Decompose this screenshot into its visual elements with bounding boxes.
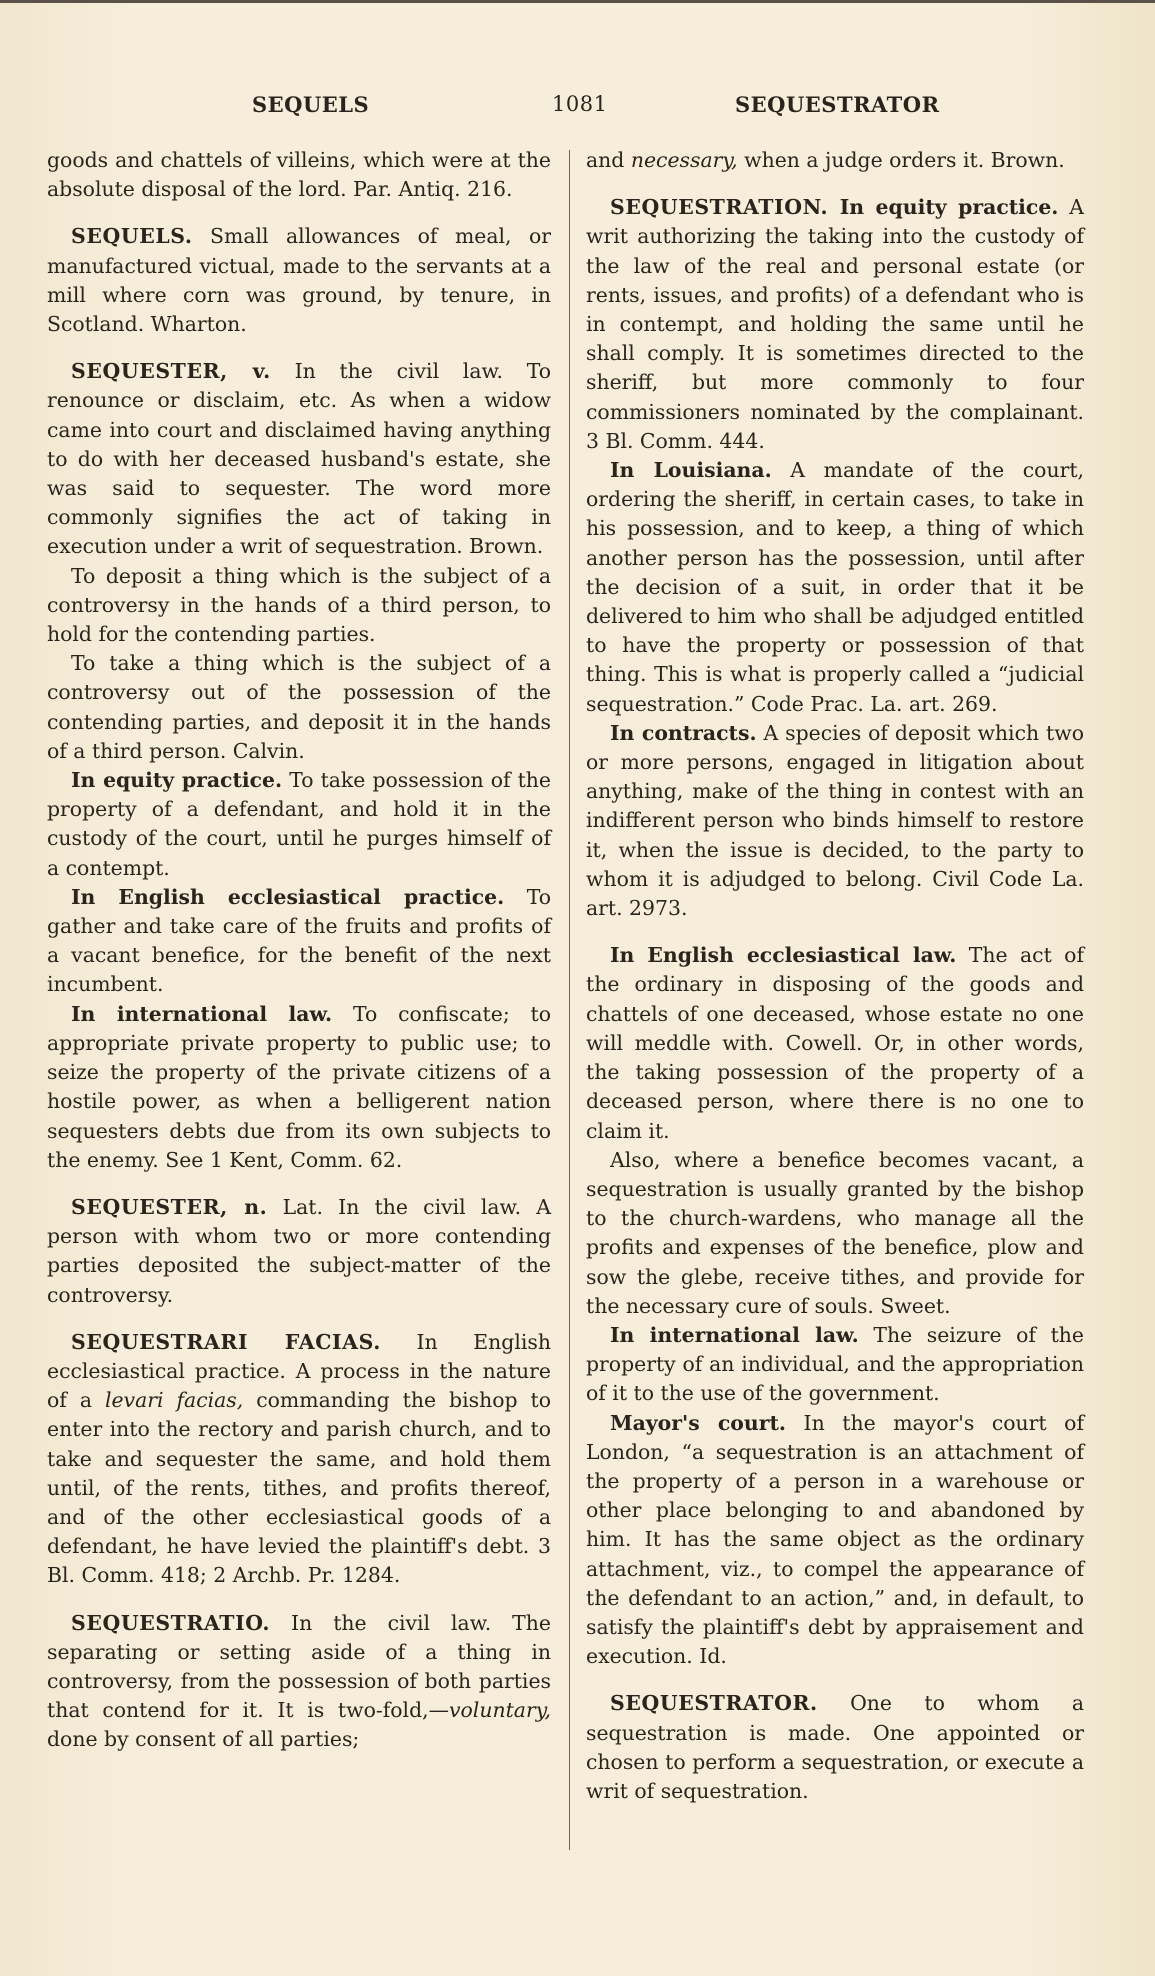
definition-paragraph: Also, where a benefice becomes vacant, a sequestration is usually granted by the bishop to the church-wardens, who manage all the profits and expenses of the benefice, plow and sow the glebe, receive tithes, and provide for the necessary cure of souls. Sweet. <box>586 1147 1084 1318</box>
subheading: In international law. <box>610 1322 859 1347</box>
italic-term: voluntary, <box>449 1698 551 1723</box>
entry-sequestrari-facias <box>47 1328 551 1591</box>
entry-text: A writ authorizing the taking into the custody of the law of the real and personal estate (or rents, issues, and profits) of a defendant who is in contempt, and holding the same until he shall comply. It is sometimes directed to the sheriff, but more commonly to four commissioners nominated by the complainant. 3 Bl. Comm. 444. <box>586 195 1084 453</box>
entry-text: In the civil law. To renounce or disclaim, etc. As when a widow came into court and disclaimed having anything to do with her deceased husband's estate, she was said to sequester. The word more commonly signifies the act of taking in execution under a writ of sequestration. Brown. <box>47 359 551 559</box>
column-divider <box>569 150 570 1850</box>
definition-paragraph <box>586 1321 1084 1409</box>
entry-headword: SEQUESTER, n. <box>71 1194 268 1219</box>
right-column <box>586 146 1084 1806</box>
definition-text: In the mayor's court of London, “a sequestration is an attachment of the property of a person in a warehouse or other place belonging to and abandoned by him. It has the same object as the ordinary attachment, viz., to compel the appearance of the defendant to an action,” and, in default, to satisfy the plaintiff's debt by appraisement and execution. Id. <box>586 1410 1084 1669</box>
definition-paragraph <box>586 456 1084 719</box>
entry-sequester-verb <box>47 357 551 561</box>
definition-paragraph <box>47 766 551 883</box>
entry-sequestratio <box>47 1609 551 1755</box>
definition-text: The seizure of the property of an individual, and the appropriation of it to the use of the government. <box>586 1322 1084 1406</box>
definition-text: To gather and take care of the fruits and profits of a vacant benefice, for the benefit of the next incumbent. <box>47 884 551 997</box>
subheading: In Louisiana. <box>610 458 772 483</box>
entry-sequels <box>47 222 551 339</box>
definition-paragraph: To take a thing which is the subject of a controversy out of the possession of the contending parties, and deposit it in the hands of a third person. Calvin. <box>47 651 551 763</box>
entry-headword: SEQUESTRARI FACIAS. <box>71 1329 381 1354</box>
definition-text: To confiscate; to appropriate private property to public use; to seize the property of the private citizens of a hostile power, as when a belligerent nation sequesters debts due from its own subjects to the enemy. See 1 Kent, Comm. 62. <box>47 1001 551 1172</box>
page-number: 1081 <box>552 92 608 116</box>
entry-sequestration <box>586 193 1084 456</box>
definition-paragraph: To deposit a thing which is the subject of a controversy in the hands of a third person, to hold for the contending parties. <box>47 563 551 647</box>
subheading: In international law. <box>71 1001 333 1026</box>
entry-headword: SEQUESTRATIO. <box>71 1610 271 1635</box>
definition-text: The act of the ordinary in disposing of the goods and chattels of one deceased, whose estate no one will meddle with. Cowell. Or, in other words, the taking possession of the property of a deceased person, where there is no one to claim it. <box>586 943 1084 1143</box>
subheading: In equity practice. <box>828 195 1059 220</box>
definition-paragraph <box>586 719 1084 923</box>
entry-text: Small allowances of meal, or manufactured victual, made to the servants at a mill where corn was ground, by tenure, in Scotland. Wharton. <box>47 224 551 337</box>
entry-headword: SEQUESTRATION. <box>610 195 829 220</box>
entry-headword: SEQUESTER, v. <box>71 359 271 384</box>
entry-headword: SEQUELS. <box>71 224 193 249</box>
continued-entry: goods and chattels of villeins, which were at the absolute disposal of the lord. Par. Antiq. 216. <box>47 148 551 202</box>
entry-sequester-noun <box>47 1193 551 1310</box>
entry-text: In English ecclesiastical practice. A process in the nature of a <box>47 1329 551 1413</box>
definition-paragraph <box>47 883 551 1000</box>
definition-paragraph <box>586 941 1084 1145</box>
entry-text: and <box>586 148 631 172</box>
definition-paragraph <box>586 1409 1084 1672</box>
subheading: In equity practice. <box>71 768 283 793</box>
italic-term: necessary, <box>630 148 738 172</box>
italic-term: levari facias, <box>104 1388 244 1413</box>
continued-entry <box>586 146 1084 175</box>
left-column <box>47 146 551 1755</box>
subheading: In contracts. <box>610 720 757 745</box>
entry-headword: SEQUESTRATOR. <box>610 1691 818 1716</box>
definition-text: A mandate of the court, ordering the sheriff, in certain cases, to take in his possession, and to keep, a thing of which another person has the possession, until after the decision of a suit, in order that it be delivered to him who shall be adjudged entitled to have the property or possession of that thing. This is what is properly called a “judicial sequestration.” Code Prac. La. art. 269. <box>586 458 1084 716</box>
definition-text: To take possession of the property of a defendant, and hold it in the custody of the court, until he purges himself of a contempt. <box>47 768 552 880</box>
entry-text: One to whom a sequestration is made. One appointed or chosen to perform a sequestration, or execute a writ of sequestration. <box>586 1691 1084 1803</box>
entry-text: done by consent of all parties; <box>47 1727 360 1752</box>
subheading: Mayor's court. <box>610 1410 786 1435</box>
entry-text: Lat. In the civil law. A person with whom two or more contending parties deposited the subject-matter of the controversy. <box>47 1194 551 1307</box>
top-edge-line <box>0 0 1155 3</box>
subheading: In English ecclesiastical practice. <box>71 884 505 909</box>
entry-text: when a judge orders it. Brown. <box>737 148 1065 172</box>
header-right-guide-word: SEQUESTRATOR <box>735 92 940 117</box>
entry-sequestrator <box>586 1689 1084 1806</box>
subheading: In English ecclesiastical law. <box>610 943 957 968</box>
definition-paragraph <box>47 1000 551 1175</box>
definition-text: A species of deposit which two or more persons, engaged in litigation about anything, make of the thing in contest with an indifferent person who binds himself to restore it, when the issue is decided, to the party to whom it is adjudged to belong. Civil Code La. art. 2973. <box>586 720 1084 921</box>
entry-text: commanding the bishop to enter into the rectory and parish church, and to take and sequester the same, and hold them until, of the rents, tithes, and profits thereof, and of the other ecclesiastical goods of a defendant, he have levied the plaintiff's debt. 3 Bl. Comm. 418; 2 Archb. Pr. 1284. <box>47 1388 551 1588</box>
entry-text: In the civil law. The separating or setting aside of a thing in controversy, from the possession of both parties that contend for it. It is two-fold,— <box>47 1610 551 1723</box>
header-left-guide-word: SEQUELS <box>252 92 370 117</box>
running-header <box>0 92 1155 122</box>
